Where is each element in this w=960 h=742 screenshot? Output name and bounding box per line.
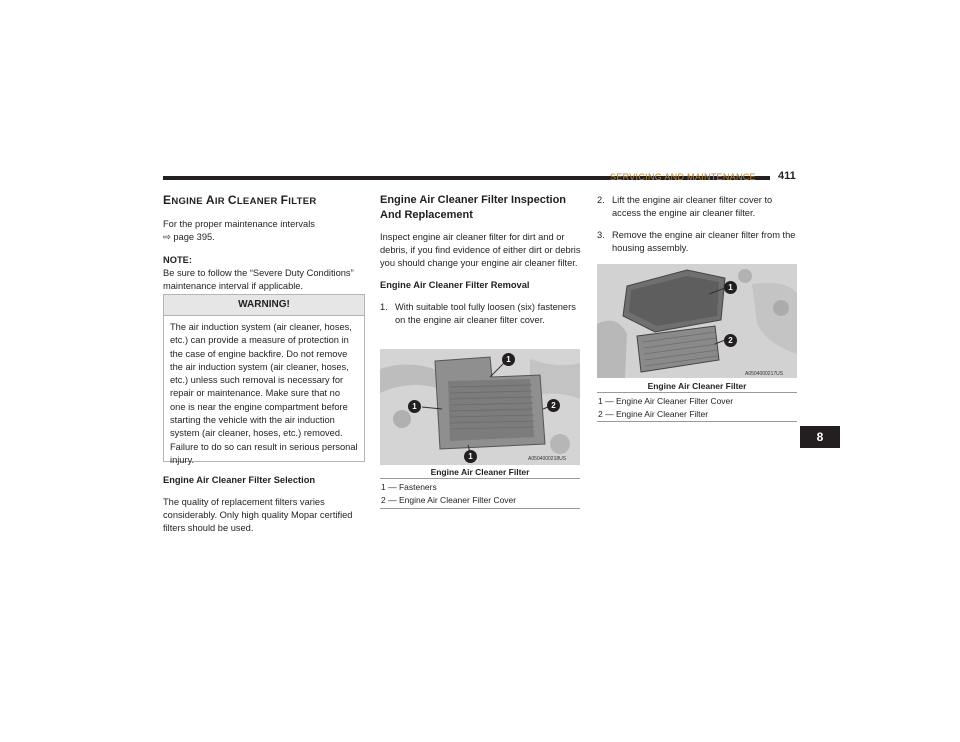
warning-box: [163, 294, 365, 465]
legend-item: 1 — Engine Air Cleaner Filter Cover: [598, 396, 734, 406]
figure-fasteners: [380, 349, 580, 465]
right-column: [597, 194, 802, 255]
callout-2: 2: [547, 399, 560, 412]
figure-filter-removal: [597, 264, 797, 378]
section-title: SERVICING AND MAINTENANCE: [610, 172, 756, 182]
warning-title: WARNING!: [164, 295, 364, 316]
figure-caption: Engine Air Cleaner Filter: [430, 467, 530, 477]
legend-item: 2 — Engine Air Cleaner Filter: [598, 409, 709, 419]
section-heading: ENGINE AIR CLEANER FILTER: [163, 193, 317, 207]
warning-text: The air induction system (air cleaner, hoses, etc.) can provide a measure of protection in the case of engine backfire. Do not remove the air induction system (air cleaner, hoses, etc.) unless such removal is necessary for repair or maintenance. Make sure that no one is near the engine compartment before starting the vehicle with the air induction system (air cleaner, hoses, etc.) removed. Failure to do so can result in serious personal injury.: [170, 322, 358, 465]
callout-1-left: 1: [408, 400, 421, 413]
figure-legend: [598, 395, 798, 421]
note-text: Be sure to follow the “Severe Duty Conditions” maintenance interval if applicable.: [163, 268, 354, 291]
legend-rule-top: [597, 392, 797, 393]
page-number: 411: [778, 170, 796, 182]
left-column: [163, 194, 368, 293]
selection-heading: Engine Air Cleaner Filter Selection: [163, 475, 316, 485]
note-label: NOTE:: [163, 255, 192, 265]
callout-2: 2: [724, 334, 737, 347]
selection-text: The quality of replacement filters varies considerably. Only high quality Mopar certified filters should be used.: [163, 497, 353, 533]
legend-rule-bottom: [380, 508, 580, 509]
callout-1: 1: [724, 281, 737, 294]
middle-column: [380, 193, 582, 327]
step-1: 1. With suitable tool fully loosen (six) fasteners on the engine air cleaner filter cover.: [380, 302, 576, 325]
legend-rule-top: [380, 478, 580, 479]
figure-code: A0504000217US: [745, 371, 784, 377]
callout-1-bottom: 1: [464, 450, 477, 463]
step-3: 3. Remove the engine air cleaner filter from the housing assembly.: [597, 230, 796, 253]
figure-code: A0504000218US: [528, 456, 567, 462]
step-2: 2. Lift the engine air cleaner filter cover to access the engine air cleaner filter.: [597, 195, 773, 218]
removal-heading: Engine Air Cleaner Filter Removal: [380, 280, 530, 290]
legend-item: 1 — Fasteners: [381, 482, 437, 492]
chapter-tab[interactable]: 8: [800, 426, 840, 448]
page-reference-link[interactable]: ⇨ page 395.: [163, 232, 215, 242]
engine-air-cleaner-illustration-2: [597, 264, 797, 378]
legend-item: 2 — Engine Air Cleaner Filter Cover: [381, 495, 517, 505]
figure-caption: Engine Air Cleaner Filter: [647, 381, 747, 391]
arrow-right-icon: ⇨: [163, 232, 171, 242]
legend-rule-bottom: [597, 421, 797, 422]
selection-section: [163, 474, 368, 535]
callout-1-top: 1: [502, 353, 515, 366]
inspection-text: Inspect engine air cleaner filter for dirt and or debris, if you find evidence of either dirt or debris you should change your engine air cleaner filter.: [380, 232, 581, 268]
intro-line: For the proper maintenance intervals: [163, 219, 315, 229]
inspection-heading: Engine Air Cleaner Filter Inspection And Replacement: [380, 194, 567, 221]
figure-legend: [381, 481, 581, 507]
